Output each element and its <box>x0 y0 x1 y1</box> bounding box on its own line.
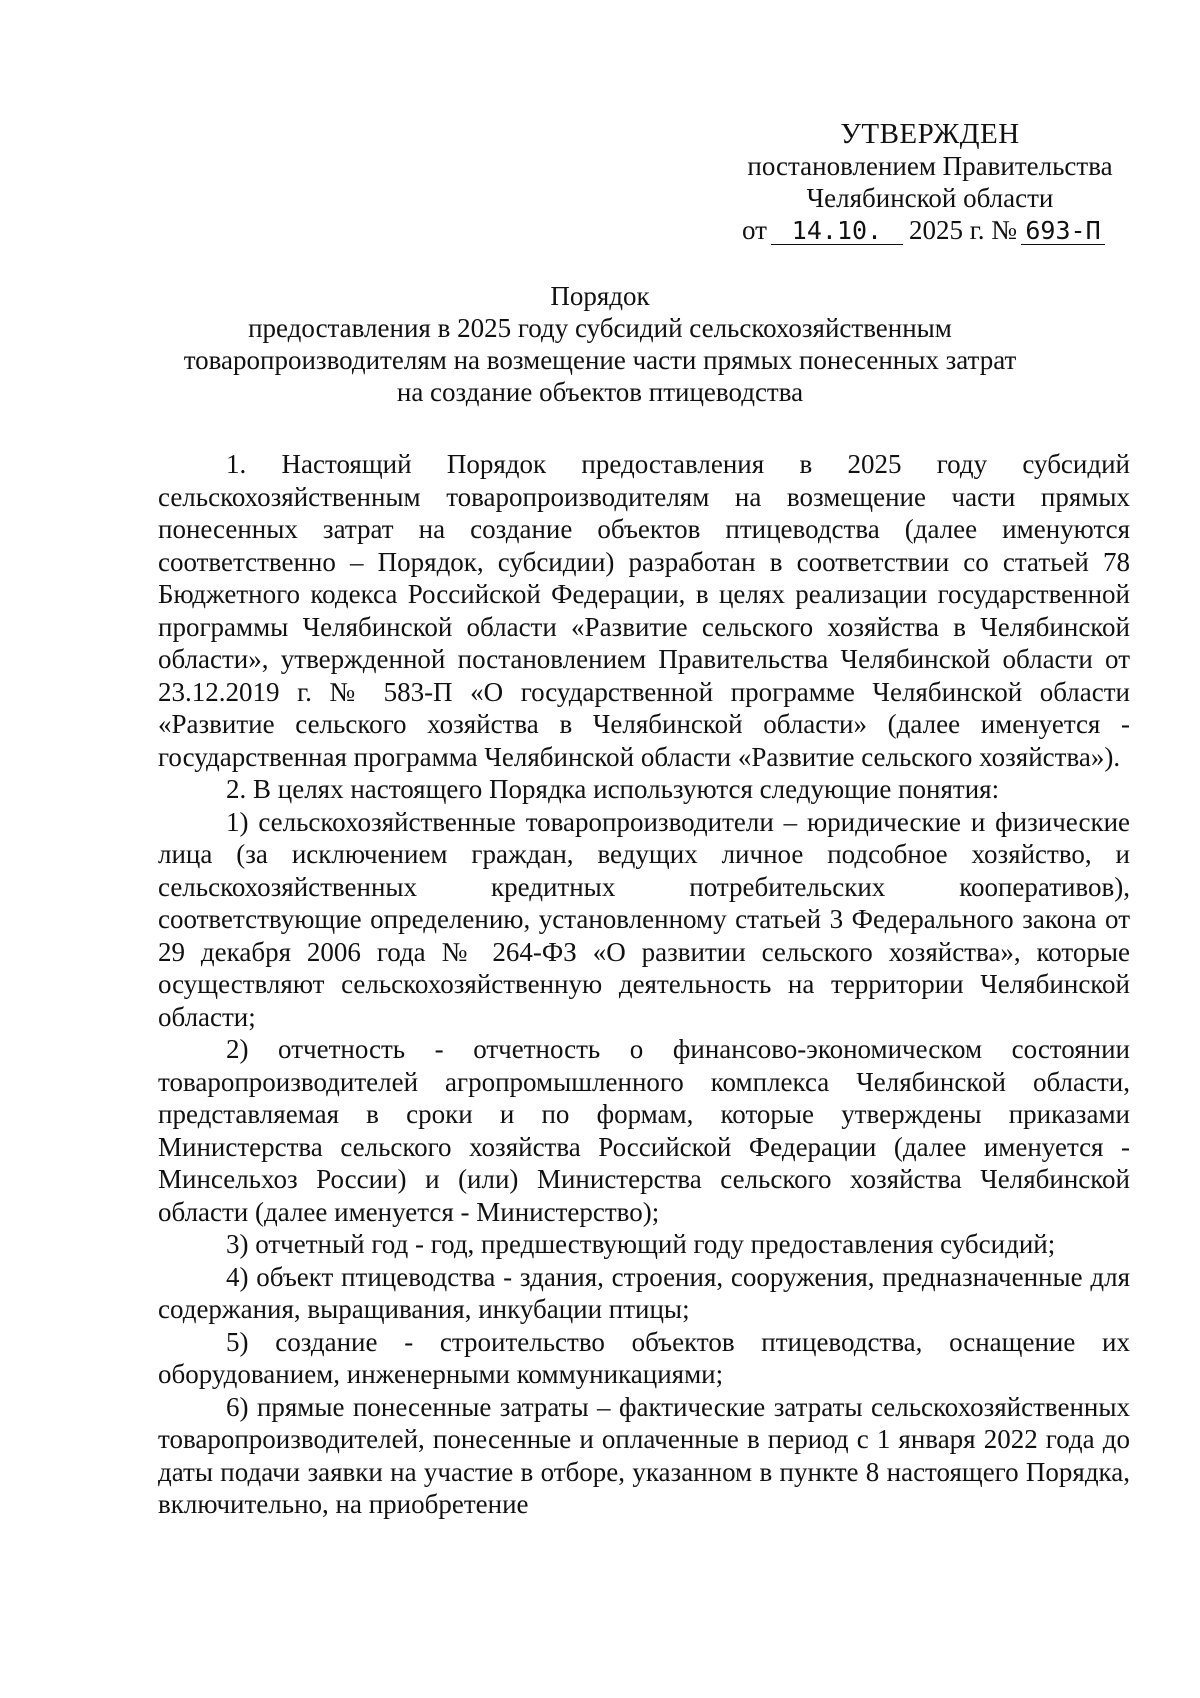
handwritten-date: 14.10. <box>771 218 903 245</box>
paragraph-6: 4) объект птицеводства - здания, строения, сооружения, предназначенные для содержания, выращивания, инкубации птицы; <box>158 1261 1130 1324</box>
approved-heading: УТВЕРЖДЕН <box>840 118 1020 150</box>
approval-stamp-block <box>730 118 1130 246</box>
paragraph-3: 1) сельскохозяйственные товаропроизводители – юридические и физические лица (за исключением граждан, ведущих личное подсобное хозяйство, и сельскохозяйственных кредитных потребительских кооперативов), соответствующие определению, установленному статьей 3 Федерального закона от 29 декабря 2006 года № 264-ФЗ «О развитии сельского хозяйства», которые осуществляют сельскохозяйственную деятельность на территории Челябинской области; <box>158 806 1130 1032</box>
document-title <box>150 280 1050 408</box>
title-line-2: предоставления в 2025 году субсидий сельскохозяйственным <box>248 313 952 343</box>
approval-date-number-row <box>730 214 1130 246</box>
document-body <box>158 448 1130 1521</box>
paragraph-4: 2) отчетность - отчетность о финансово-экономическом состоянии товаропроизводителей агропромышленного комплекса Челябинской области, представляемая в сроки и по формам, которые утверждены приказами Министерства сельского хозяйства Российской Федерации (далее именуется - Минсельхоз России) и (или) Министерства сельского хозяйства Челябинской области (далее именуется - Министерство); <box>158 1034 1130 1227</box>
handwritten-number: 693-П <box>1021 218 1105 245</box>
paragraph-1: 1. Настоящий Порядок предоставления в 2025 году субсидий сельскохозяйственным товаропроизводителям на возмещение части прямых понесенных затрат на создание объектов птицеводства (далее именуются соответственно – Порядок, субсидии) разработан в соответствии со статьей 78 Бюджетного кодекса Российской Федерации, в целях реализации государственной программы Челябинской области «Развитие сельского хозяйства в Челябинской области», утвержденной постановлением Правительства Челябинской области от 23.12.2019 г. № 583-П «О государственной программе Челябинской области «Развитие сельского хозяйства в Челябинской области» (далее именуется - государственная программа Челябинской области «Развитие сельского хозяйства»). <box>158 449 1130 772</box>
year-number-label: 2025 г. № <box>908 215 1017 245</box>
paragraph-7: 5) создание - строительство объектов птицеводства, оснащение их оборудованием, инженерными коммуникациями; <box>158 1326 1130 1389</box>
approval-line-region: Челябинской области <box>806 183 1054 213</box>
title-line-4: на создание объектов птицеводства <box>396 377 804 407</box>
approval-line-resolution: постановлением Правительства <box>747 151 1113 181</box>
paragraph-5: 3) отчетный год - год, предшествующий году предоставления субсидий; <box>226 1229 1056 1259</box>
from-label: от <box>742 215 767 245</box>
paragraph-8: 6) прямые понесенные затраты – фактические затраты сельскохозяйственных товаропроизводителей, понесенные и оплаченные в период с 1 января 2022 года до даты подачи заявки на участие в отборе, указанном в пункте 8 настоящего Порядка, включительно, на приобретение <box>158 1391 1130 1519</box>
title-line-1: Порядок <box>550 281 650 311</box>
title-line-3: товаропроизводителям на возмещение части прямых понесенных затрат <box>183 345 1017 375</box>
paragraph-2: 2. В целях настоящего Порядка используются следующие понятия: <box>226 774 1000 804</box>
